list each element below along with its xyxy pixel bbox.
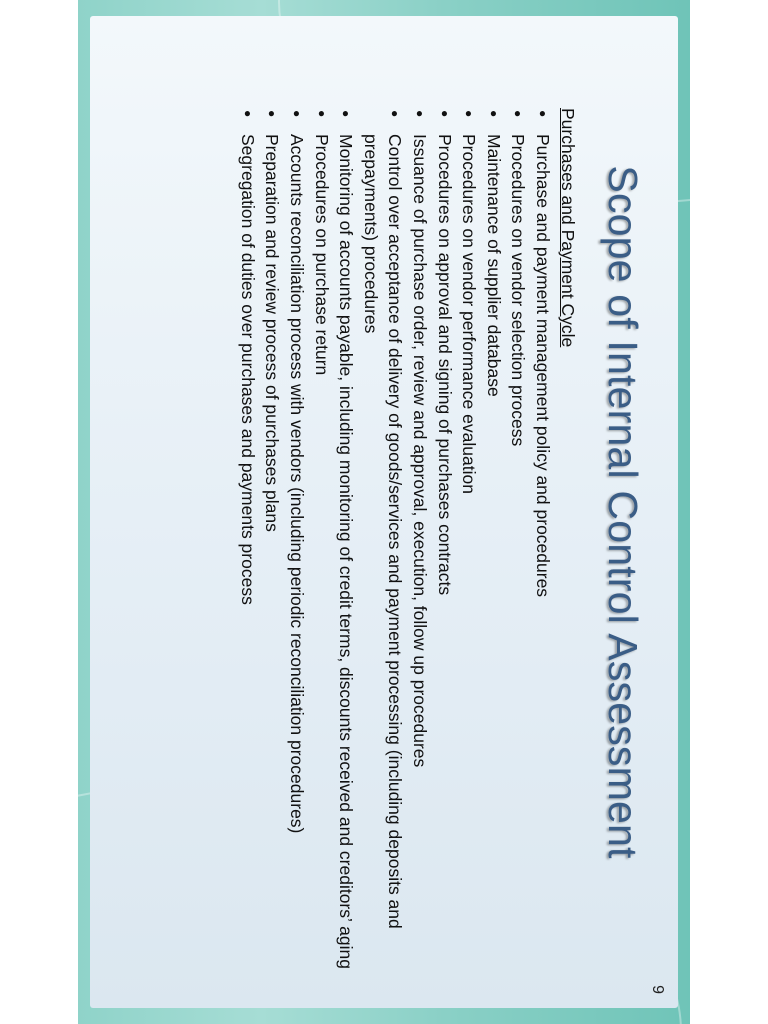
slide-title: Scope of Internal Control Assessment: [600, 165, 646, 859]
slide-content: [90, 16, 678, 1008]
list-item-text: Procedures on purchase return: [311, 134, 332, 376]
bullet-icon: ●: [413, 110, 428, 118]
list-item: [284, 108, 309, 988]
bullet-icon: ●: [314, 110, 329, 118]
list-item: [358, 108, 407, 988]
list-item-text: Purchase and payment management policy and procedures: [533, 134, 553, 598]
slide-panel: [90, 16, 678, 1008]
list-item-text: Procedures on vendor performance evaluation: [459, 134, 480, 494]
list-item: [481, 108, 506, 988]
list-item-text: Procedures on vendor selection process: [508, 134, 529, 447]
list-item: [457, 108, 482, 988]
bullet-list: [235, 108, 555, 988]
list-item: [530, 108, 555, 988]
list-item-text: Issuance of purchase order, review and approval, execution, follow up procedures: [410, 134, 431, 768]
list-item-text: Control over acceptance of delivery of goods/services and payment processing (including deposits and prepayments) procedures: [360, 134, 406, 929]
list-item: [407, 108, 432, 988]
list-item-text: Maintenance of supplier database: [483, 134, 504, 397]
list-item: [260, 108, 285, 988]
bullet-icon: ●: [462, 110, 477, 118]
list-item: [432, 108, 457, 988]
bullet-icon: ●: [290, 110, 305, 118]
page-number: 9: [649, 985, 666, 994]
bullet-icon: ●: [240, 110, 255, 118]
bullet-icon: ●: [437, 110, 452, 118]
bullet-icon: ●: [511, 110, 526, 118]
list-item-text: Segregation of duties over purchases and payments process: [237, 134, 258, 605]
list-item: [235, 108, 260, 988]
slide-frame: [78, 0, 690, 1024]
list-item: [506, 108, 531, 988]
section-heading: Purchases and Payment Cycle: [558, 108, 578, 348]
list-item-text: Monitoring of accounts payable, including monitoring of credit terms, discounts received and creditors’ aging: [336, 134, 357, 969]
bullet-icon: ●: [265, 110, 280, 118]
bullet-icon: ●: [536, 110, 550, 118]
bullet-icon: ●: [388, 110, 403, 118]
bullet-icon: ●: [486, 110, 501, 118]
list-item: [309, 108, 334, 988]
list-item-text: Preparation and review process of purchases plans: [262, 134, 283, 532]
bullet-icon: ●: [339, 110, 354, 118]
list-item: [334, 108, 359, 988]
list-item-text: Accounts reconciliation process with vendors (including periodic reconciliation procedures): [287, 134, 308, 834]
list-item-text: Procedures on approval and signing of purchases contracts: [434, 134, 455, 596]
